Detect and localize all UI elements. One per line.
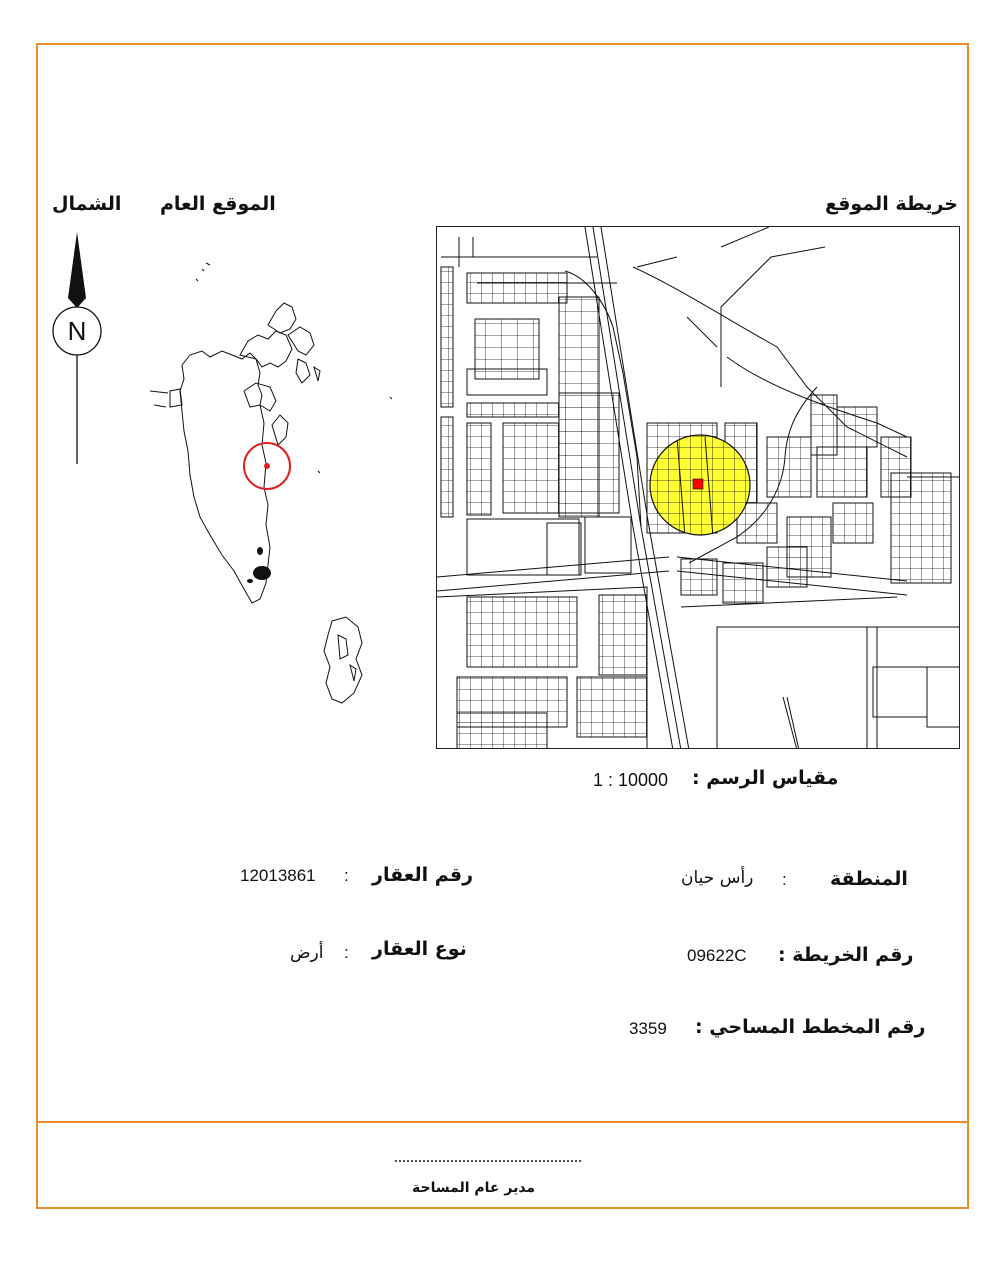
survey-plan-label: رقم المخطط المساحي : [695,1016,926,1038]
region-colon: : [782,870,787,889]
property-number-value: 12013861 [240,866,316,885]
property-number-label: رقم العقار [372,864,474,886]
region-value: رأس حيان [681,868,754,888]
region-label: المنطقة [830,868,908,890]
survey-plan-value: 3359 [629,1019,667,1038]
location-map [436,226,960,749]
north-letter: N [67,316,87,346]
scale-value: 1 : 10000 [593,770,669,790]
overview-map [110,255,410,725]
map-number-label: رقم الخريطة : [778,944,914,966]
property-type-colon: : [344,943,349,962]
property-type-label: نوع العقار [372,938,467,960]
signature-label: مدير عام المساحة [412,1180,536,1196]
north-label: الشمال [52,193,122,215]
map-number-value: 09622C [687,946,747,965]
north-arrow-icon [48,228,108,468]
scale-label: مقياس الرسم : [692,767,839,789]
property-number-colon: : [344,866,349,885]
property-type-value: أرض [290,943,324,963]
parcel-marker [693,479,703,489]
footer-divider [36,1121,969,1123]
location-map-title: خريطة الموقع [824,193,958,215]
signature-line [395,1160,581,1162]
general-location-label: الموقع العام [160,193,276,215]
